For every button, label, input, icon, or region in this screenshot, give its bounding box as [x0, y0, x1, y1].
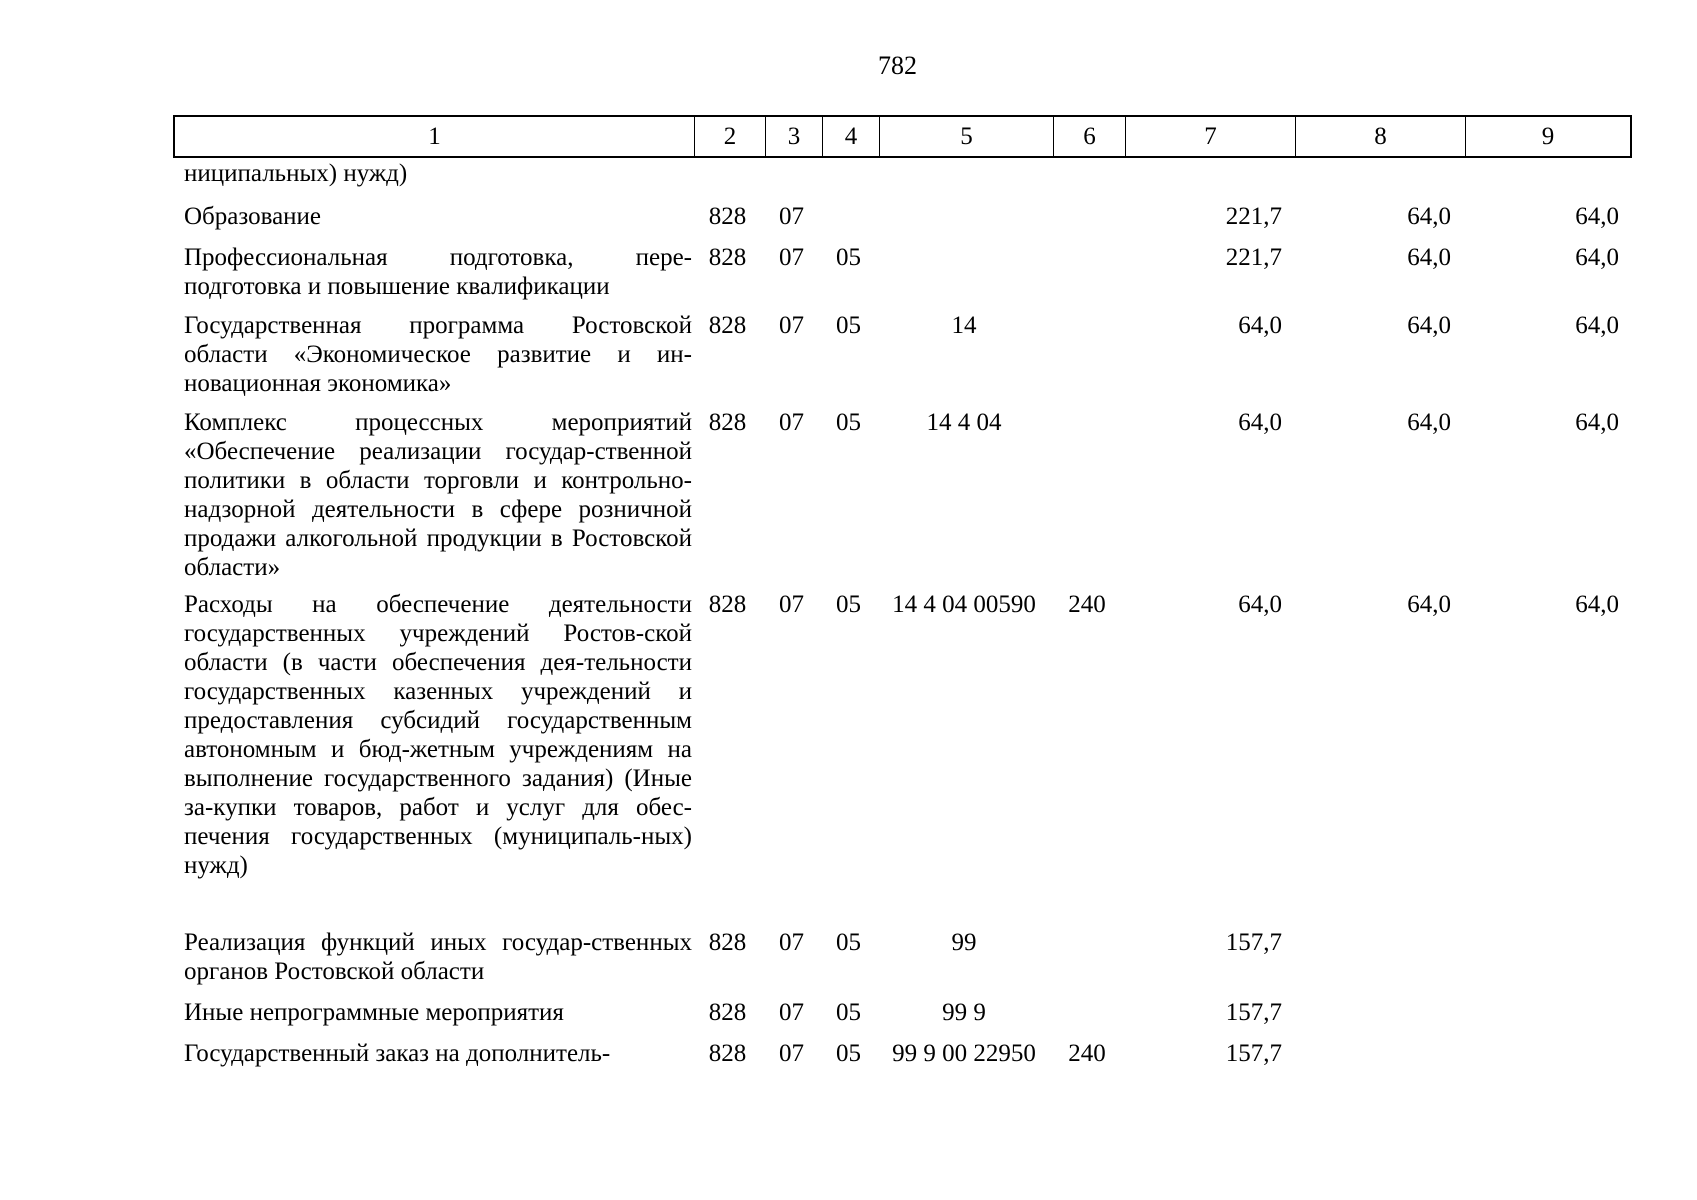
row-name: Образование — [184, 203, 322, 230]
row-col6: 240 — [1068, 1040, 1106, 1067]
row-col9: 64,0 — [1575, 203, 1619, 230]
row-col9: 64,0 — [1575, 409, 1619, 436]
header-cell-col5: 5 — [879, 117, 1053, 156]
row-col2: 828 — [708, 591, 747, 618]
row-col5: 99 9 — [942, 999, 986, 1026]
row-col5: 14 4 04 00590 — [892, 591, 1036, 618]
row-col2: 828 — [708, 409, 747, 436]
header-cell-col1: 1 — [428, 122, 441, 150]
header-cell-col3: 3 — [765, 117, 822, 156]
header-cell-col7: 7 — [1125, 117, 1295, 156]
header-cell-col6: 6 — [1053, 117, 1125, 156]
header-cell-col2: 2 — [694, 117, 765, 156]
row-col2: 828 — [708, 244, 747, 271]
row-col2: 828 — [708, 999, 747, 1026]
row-col9: 64,0 — [1575, 312, 1619, 339]
row-col4: 05 — [836, 999, 861, 1026]
row-col4: 05 — [836, 409, 861, 436]
row-name: Иные непрограммные мероприятия — [184, 999, 564, 1026]
row-col2: 828 — [708, 1040, 747, 1067]
row-col3: 07 — [779, 929, 804, 956]
row-name: Реализация функций иных государ-ственных органов Ростовской области — [184, 929, 692, 985]
row-col3: 07 — [779, 312, 804, 339]
row-col4: 05 — [836, 591, 861, 618]
row-col8: 64,0 — [1407, 244, 1451, 271]
row-col8: 64,0 — [1407, 203, 1451, 230]
row-name: Государственная программа Ростовской области «Экономическое развитие и ин-новационная экономика» — [184, 312, 692, 397]
row-col4: 05 — [836, 929, 861, 956]
header-cell-col8: 8 — [1295, 117, 1465, 156]
row-col4: 05 — [836, 1040, 861, 1067]
row-col2: 828 — [708, 312, 747, 339]
row-col2: 828 — [708, 929, 747, 956]
row-name: ниципальных) нужд) — [184, 160, 408, 187]
row-col7: 157,7 — [1225, 1040, 1282, 1067]
row-col5: 14 4 04 — [926, 409, 1002, 436]
row-col7: 221,7 — [1225, 203, 1282, 230]
row-col4: 05 — [836, 244, 861, 271]
row-col5: 14 — [951, 312, 977, 339]
row-col3: 07 — [779, 591, 804, 618]
row-name: Расходы на обеспечение деятельности государственных учреждений Ростов-ской области (в части обеспечения дея-тельности государственных казенных учреждений и предоставления субсидий государственным автономным и бюд-жетным учреждениям на выполнение государственного задания) (Иные за-купки товаров, работ и услуг для обес-печения государственных (муниципаль-ных) нужд) — [184, 591, 692, 879]
row-col7: 157,7 — [1225, 999, 1282, 1026]
row-col3: 07 — [779, 244, 804, 271]
header-cell-col9: 9 — [1465, 117, 1630, 156]
row-col7: 64,0 — [1238, 312, 1282, 339]
table-header-row — [173, 115, 1632, 158]
row-col8: 64,0 — [1407, 409, 1451, 436]
row-col8: 64,0 — [1407, 312, 1451, 339]
page-number: 782 — [878, 51, 917, 80]
row-col7: 64,0 — [1238, 591, 1282, 618]
row-col7: 157,7 — [1225, 929, 1282, 956]
row-col9: 64,0 — [1575, 591, 1619, 618]
row-name: Государственный заказ на дополнитель- — [184, 1040, 611, 1067]
row-col4: 05 — [836, 312, 861, 339]
row-col3: 07 — [779, 409, 804, 436]
row-col9: 64,0 — [1575, 244, 1619, 271]
row-col5: 99 9 00 22950 — [892, 1040, 1036, 1067]
row-col7: 64,0 — [1238, 409, 1282, 436]
row-col6: 240 — [1068, 591, 1106, 618]
row-col3: 07 — [779, 1040, 804, 1067]
row-col8: 64,0 — [1407, 591, 1451, 618]
row-col3: 07 — [779, 203, 804, 230]
row-name: Комплекс процессных мероприятий «Обеспечение реализации государ-ственной политики в области торговли и контрольно-надзорной деятельности в сфере розничной продажи алкогольной продукции в Ростовской области» — [184, 409, 692, 581]
row-col3: 07 — [779, 999, 804, 1026]
row-name: Профессиональная подготовка, пере-подготовка и повышение квалификации — [184, 244, 692, 300]
row-col7: 221,7 — [1225, 244, 1282, 271]
header-cell-col4: 4 — [822, 117, 879, 156]
row-col2: 828 — [708, 203, 747, 230]
row-col5: 99 — [951, 929, 977, 956]
